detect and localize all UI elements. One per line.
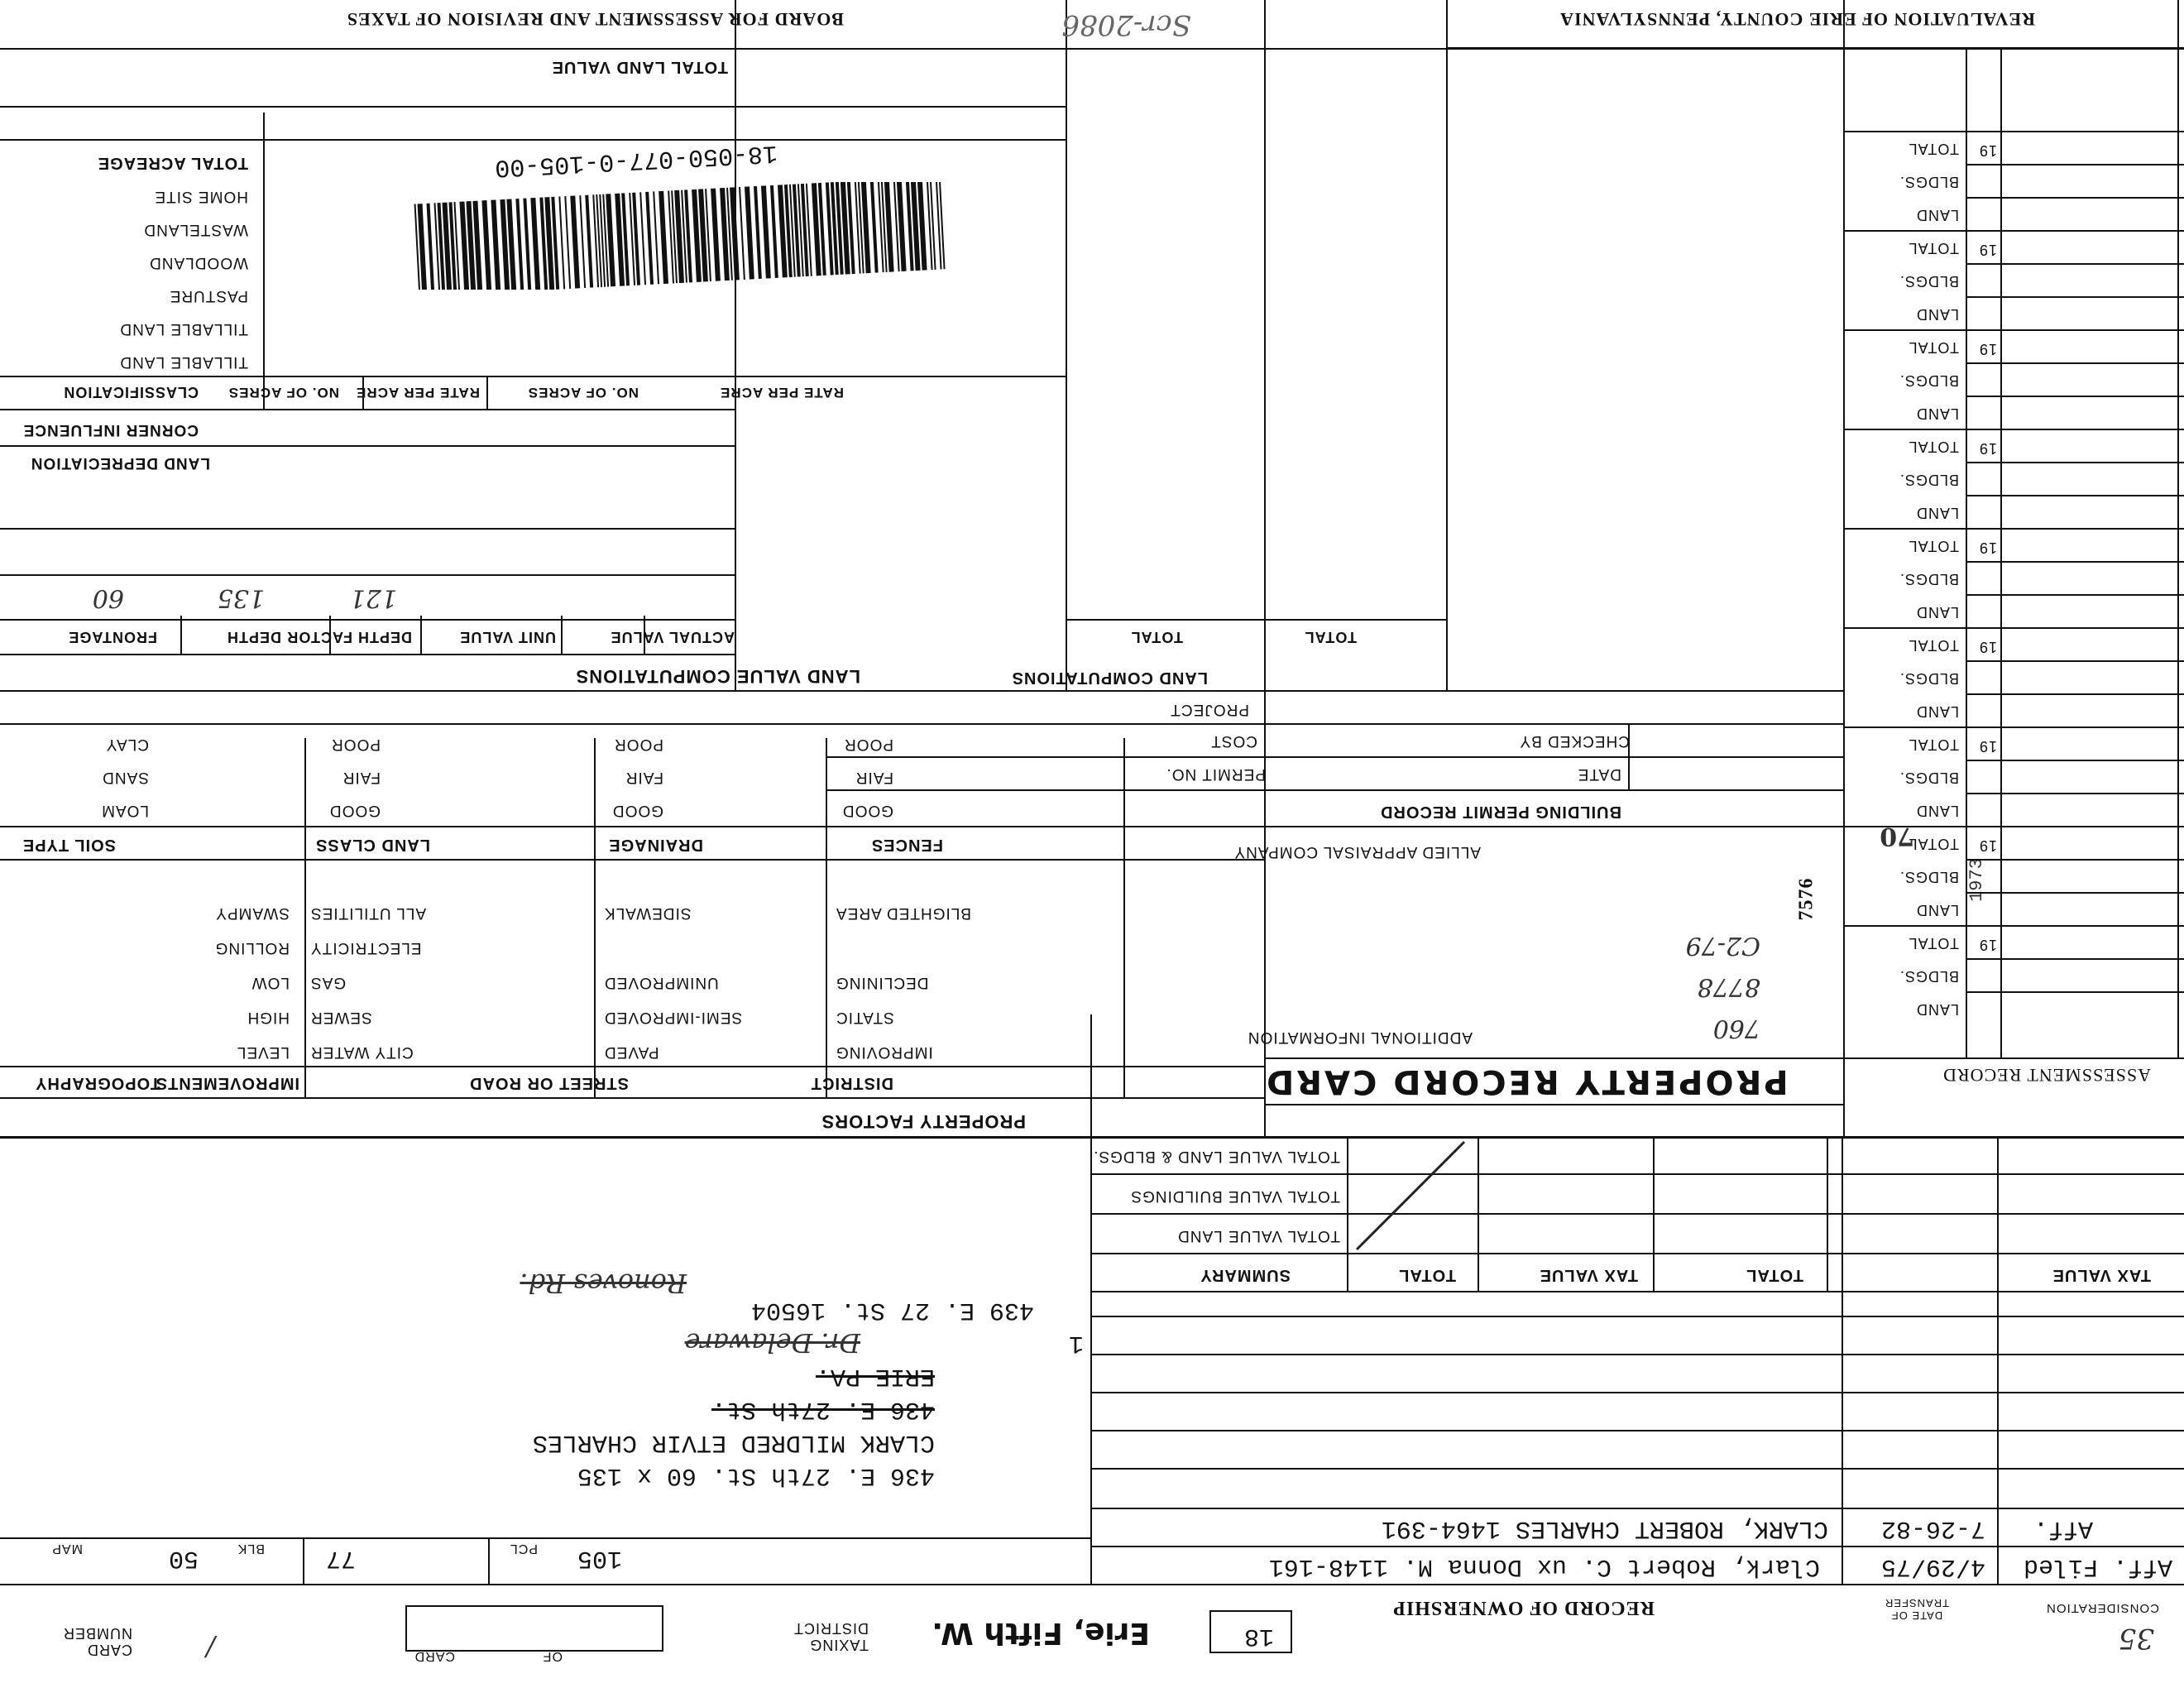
- divider: [827, 756, 1845, 758]
- acreage-header-acres: NO. OF ACRES: [228, 385, 339, 400]
- address-line: 436 E. 27th St. 60 x 135: [577, 1461, 935, 1489]
- building-permit-title: BUILDING PERMIT RECORD: [1380, 803, 1621, 821]
- record-card-title: PROPERTY RECORD CARD: [1264, 1062, 1789, 1101]
- divider: [420, 616, 422, 655]
- classification-item: TILLABLE LAND: [119, 320, 248, 338]
- divider: [594, 738, 596, 861]
- address-line: 436 E. 27th St.: [711, 1395, 935, 1423]
- ownership-col-transfer: DATE OF TRANSFER: [1884, 1597, 1950, 1622]
- divider: [594, 827, 596, 1099]
- blk-label: BLK: [237, 1542, 265, 1556]
- barcode-bar: [515, 199, 524, 290]
- address-line: 439 E. 27 St. 16504: [750, 1296, 1034, 1324]
- parcel-barcode: [389, 182, 968, 290]
- divider: [1446, 0, 1448, 692]
- assessment-label: TOTAL: [1908, 637, 1959, 654]
- soil-item: LOAM: [101, 802, 149, 819]
- district-item: IMPROVING: [836, 1043, 933, 1061]
- divider: [486, 377, 488, 410]
- assessment-label: TOTAL: [1908, 141, 1959, 157]
- divider: [1066, 0, 1067, 692]
- assessment-block-line: [1845, 627, 2002, 629]
- assessment-block-line: [1845, 230, 2002, 232]
- divider: [0, 574, 736, 576]
- barcode-bar: [564, 196, 571, 289]
- corner-mark: 35: [2118, 1622, 2154, 1655]
- assessment-year-prefix: 19: [1978, 242, 1997, 258]
- assessment-row-line: [1967, 164, 2184, 165]
- acreage-header-rate-2: RATE PER ACRE: [720, 385, 844, 400]
- assessment-block-line: [1845, 329, 2002, 331]
- assessment-label: LAND: [1915, 405, 1959, 422]
- district-list: [836, 904, 1026, 1061]
- summary-row: TOTAL VALUE BUILDINGS: [1130, 1187, 1340, 1205]
- divider: [0, 376, 1067, 377]
- summary-row: TOTAL VALUE LAND & BLDGS.: [1093, 1148, 1340, 1165]
- lv-col-depth: DEPTH: [226, 629, 281, 645]
- divider: [1090, 1014, 1092, 1585]
- drainage-grades: [597, 720, 663, 819]
- topo-item: LOW: [251, 974, 290, 991]
- summary-title: SUMMARY: [1200, 1266, 1291, 1284]
- barcode-bar: [579, 195, 586, 288]
- assessment-label: TOTAL: [1908, 538, 1959, 554]
- divider: [1092, 1468, 2184, 1470]
- divider: [1067, 619, 1448, 621]
- assessment-year-prefix: 19: [1978, 539, 1997, 556]
- lv-col-depth-factor: DEPTH FACTOR: [286, 629, 412, 645]
- assessment-row-line: [1967, 660, 2184, 662]
- street-item: SIDEWALK: [604, 904, 692, 922]
- assessment-block-line: [1845, 727, 2002, 728]
- assessment-row-line: [1967, 760, 2184, 761]
- pf-drainage-header: DRAINAGE: [608, 836, 703, 854]
- classification-list: [8, 139, 248, 371]
- permit-date-label: DATE: [1577, 765, 1621, 783]
- divider: [1266, 1057, 1845, 1059]
- street-item: PAVED: [604, 1043, 659, 1061]
- assessment-row-line: [1967, 892, 2184, 894]
- ownership-consideration-1: Aff. Filed: [2023, 1552, 2172, 1580]
- assessment-label: LAND: [1915, 1001, 1959, 1018]
- divider: [561, 616, 563, 655]
- divider: [1966, 50, 1967, 1059]
- divider: [0, 528, 736, 530]
- barcode-bar: [523, 199, 531, 290]
- pf-header-district: DISTRICT: [810, 1074, 893, 1092]
- divider: [0, 619, 736, 621]
- lv-col-frontage: FRONTAGE: [68, 629, 157, 645]
- assessment-block-line: [1845, 925, 2002, 927]
- barcode-bar: [870, 182, 879, 273]
- grade-item: POOR: [614, 736, 663, 753]
- assessment-row-line: [1967, 793, 2184, 794]
- barcode-bar: [530, 198, 540, 290]
- improvement-item: GAS: [310, 974, 347, 991]
- permit-checked-label: CHECKED BY: [1519, 732, 1630, 750]
- divider: [1092, 1508, 2184, 1509]
- fences-grades: [827, 720, 893, 819]
- divider: [1092, 1316, 2184, 1317]
- barcode-bar: [491, 199, 500, 290]
- divider: [0, 654, 736, 655]
- topo-item: HIGH: [247, 1009, 290, 1026]
- assessment-year-prefix: 19: [1978, 341, 1997, 357]
- divider: [1478, 1139, 1479, 1292]
- topo-item: LEVEL: [236, 1043, 290, 1061]
- district-code: 18: [1243, 1622, 1274, 1650]
- district-item: DECLINING: [836, 974, 929, 991]
- classification-item: HOME SITE: [154, 188, 248, 205]
- pf-header-street: STREET OR ROAD: [469, 1074, 629, 1092]
- lv-col-total-2: TOTAL: [1304, 629, 1357, 645]
- divider: [1827, 1139, 1828, 1292]
- divider: [0, 139, 1067, 141]
- divider: [0, 1584, 1092, 1585]
- address-hand-note: Ronoves Rd.: [520, 1268, 687, 1299]
- soil-types: [17, 720, 149, 819]
- assessment-label: LAND: [1915, 604, 1959, 621]
- taxing-district-value: Erie, Fifth W.: [932, 1616, 1150, 1650]
- lv-hand-frontage: 60: [92, 583, 124, 612]
- assessment-label: BLDGS.: [1899, 670, 1959, 687]
- assessment-year-prefix: 19: [1978, 639, 1997, 655]
- district-item: BLIGHTED AREA: [836, 904, 971, 922]
- map-value: 50: [168, 1544, 199, 1572]
- assessment-row-line: [1967, 859, 2184, 861]
- divider: [304, 738, 306, 861]
- lv-col-total: TOTAL: [1130, 629, 1183, 645]
- classification-item: WOODLAND: [149, 254, 248, 271]
- improvement-item: ALL UTILITIES: [310, 904, 427, 922]
- summary-slash-mark: [1348, 1139, 1473, 1258]
- lv-hand-depth: 135: [217, 583, 265, 612]
- card-of-of: OF: [542, 1649, 563, 1663]
- divider: [1997, 1139, 1999, 1585]
- property-factors-title: PROPERTY FACTORS: [821, 1111, 1026, 1132]
- taxing-district-label: TAXING DISTRICT: [793, 1620, 869, 1653]
- grade-item: FAIR: [342, 769, 381, 786]
- barcode-bar: [745, 186, 754, 279]
- pf-soil-header: SOIL TYPE: [22, 836, 116, 854]
- pcl-value: 105: [577, 1544, 622, 1572]
- divider: [303, 1539, 304, 1585]
- permit-no-label: PERMIT NO.: [1166, 765, 1266, 783]
- divider: [304, 827, 306, 1099]
- grade-item: POOR: [331, 736, 381, 753]
- grade-item: GOOD: [841, 802, 893, 819]
- divider: [826, 827, 827, 1099]
- land-class-grades: [314, 720, 381, 819]
- map-label: MAP: [51, 1542, 83, 1556]
- street-list: [604, 904, 811, 1061]
- card-of-box: [405, 1605, 663, 1652]
- divider: [0, 690, 1845, 692]
- acreage-header-rate: RATE PER ACRE: [356, 385, 480, 400]
- top-handwriting: Scr-2086: [1061, 8, 1191, 41]
- barcode-bar: [427, 204, 435, 290]
- assessment-label: LAND: [1915, 505, 1959, 521]
- barcode-bar: [481, 200, 491, 290]
- assessment-year-prefix: 19: [1978, 440, 1997, 457]
- assessment-label: BLDGS.: [1899, 770, 1959, 786]
- street-item: UNIMPROVED: [604, 974, 719, 991]
- divider: [1092, 1584, 2184, 1585]
- barcode-bar: [639, 192, 646, 285]
- record-stamp: 7576: [1795, 877, 1818, 921]
- assessment-label: BLDGS.: [1899, 472, 1959, 488]
- assessment-block-line: [1845, 429, 2002, 430]
- assessment-label: TOTAL: [1908, 736, 1959, 753]
- ownership-title: RECORD OF OWNERSHIP: [1392, 1597, 1655, 1618]
- grade-item: POOR: [844, 736, 893, 753]
- pf-landclass-header: LAND CLASS: [315, 836, 430, 854]
- assessment-row-line: [1967, 958, 2184, 960]
- assessment-label: LAND: [1915, 306, 1959, 323]
- improvement-item: CITY WATER: [310, 1043, 414, 1061]
- corner-influence-label: CORNER INFLUENCE: [22, 421, 199, 439]
- board-title: BOARD FOR ASSESSMENT AND REVISION OF TAXES: [346, 9, 844, 30]
- improvement-item: ELECTRICITY: [310, 939, 422, 957]
- permit-project-label: PROJECT: [1170, 701, 1249, 718]
- company-label: ALLIED APPRAISAL COMPANY: [1233, 843, 1481, 861]
- ownership-owner-1: Clark, Robert C. ux Donna M. 1148-161: [1268, 1552, 1820, 1580]
- divider: [362, 377, 364, 410]
- record-hand-note: 8778: [1697, 972, 1760, 1001]
- assessment-label: TOTAL: [1908, 836, 1959, 852]
- divider: [0, 445, 736, 447]
- barcode-bar: [761, 185, 771, 278]
- assessment-row-line: [1967, 263, 2184, 265]
- assessment-label: TOTAL: [1908, 339, 1959, 356]
- summary-row: TOTAL VALUE LAND: [1177, 1227, 1340, 1244]
- record-hand-note: C2-79: [1685, 931, 1760, 960]
- divider: [1092, 1213, 2184, 1215]
- divider: [1266, 1104, 1845, 1105]
- additional-info-label: ADDITIONAL INFORMATION: [1247, 1029, 1473, 1046]
- divider: [1092, 1291, 2184, 1292]
- assessment-label: BLDGS.: [1899, 372, 1959, 389]
- summary-col-total: TOTAL: [1746, 1266, 1803, 1284]
- address-hand-note: Dr. Delaware: [684, 1327, 860, 1359]
- divider: [0, 859, 1266, 861]
- assessment-row-line: [1967, 561, 2184, 563]
- assessment-row-line: [1967, 362, 2184, 364]
- address-line: ERIE PA.: [815, 1362, 935, 1390]
- district-item: STATIC: [836, 1009, 894, 1026]
- assessment-row-line: [1967, 495, 2184, 496]
- street-item: SEMI-IMPROVED: [604, 1009, 743, 1026]
- ownership-consideration-2: Aff.: [2033, 1514, 2093, 1542]
- divider: [1845, 1057, 2184, 1059]
- divider: [1653, 1139, 1655, 1292]
- divider: [1842, 1139, 1843, 1585]
- divider: [488, 1539, 490, 1585]
- assessment-label: BLDGS.: [1899, 968, 1959, 985]
- card-number-label: CARD NUMBER: [62, 1625, 132, 1658]
- acreage-header-acres-2: NO. OF ACRES: [527, 385, 639, 400]
- assessment-label: BLDGS.: [1899, 571, 1959, 587]
- barcode-bar: [770, 185, 778, 278]
- divider: [2177, 0, 2179, 1059]
- soil-item: CLAY: [105, 736, 149, 753]
- soil-item: SAND: [102, 769, 149, 786]
- barcode-bar: [659, 191, 668, 284]
- address-line: CLARK MILDRED ETVIR CHARLES: [532, 1428, 935, 1456]
- divider: [1092, 1546, 2184, 1547]
- assessment-row-line: [1967, 396, 2184, 397]
- barcode-bar: [653, 191, 659, 284]
- blk-value: 77: [325, 1544, 356, 1572]
- assessment-label: BLDGS.: [1899, 273, 1959, 290]
- divider: [1092, 1253, 2184, 1254]
- pf-fences-header: FENCES: [870, 836, 943, 854]
- divider: [0, 106, 1067, 108]
- assessment-row-line: [1967, 197, 2184, 199]
- divider: [0, 409, 736, 410]
- ownership-date-2: 7-26-82: [1880, 1514, 1985, 1542]
- pcl-label: PCL: [509, 1542, 538, 1556]
- divider: [1266, 826, 1845, 827]
- pf-header-improvements: IMPROVEMENTS: [155, 1074, 299, 1092]
- divider: [1845, 1137, 2184, 1139]
- assessment-title: ASSESSMENT RECORD: [1942, 1065, 2151, 1086]
- assessment-year-prefix: 19: [1978, 738, 1997, 755]
- divider: [1628, 725, 1630, 791]
- assessment-row-line: [1967, 991, 2184, 993]
- assessment-label: TOTAL: [1908, 439, 1959, 455]
- assessment-year-prefix: 19: [1978, 837, 1997, 854]
- total-land-value-label: TOTAL LAND VALUE: [551, 58, 728, 76]
- divider: [0, 826, 1266, 827]
- improvement-item: SEWER: [310, 1009, 372, 1026]
- address-line: 1: [1068, 1329, 1084, 1357]
- divider: [2000, 50, 2002, 1059]
- divider: [263, 113, 265, 410]
- divider: [180, 616, 182, 655]
- card-of-label: CARD: [414, 1649, 455, 1663]
- assessment-block-line: [1845, 131, 2002, 132]
- acreage-header-classification: CLASSIFICATION: [63, 384, 199, 400]
- assessment-label: TOTAL: [1908, 240, 1959, 257]
- ownership-col-consideration: CONSIDERATION: [2046, 1601, 2159, 1615]
- barcode-bar: [570, 195, 580, 288]
- classification-item: WASTELAND: [143, 221, 248, 238]
- topo-item: SWAMPY: [215, 904, 290, 922]
- barcode-bar: [711, 189, 721, 281]
- divider: [1092, 1173, 2184, 1175]
- divider: [1092, 1354, 2184, 1355]
- divider: [0, 723, 1845, 725]
- assessment-label: LAND: [1915, 902, 1959, 918]
- divider: [1264, 0, 1266, 692]
- lv-col-actual-value: ACTUAL VALUE: [610, 629, 735, 645]
- assessment-bldgs: 70: [1880, 822, 1914, 851]
- land-computations-label: LAND COMPUTATIONS: [1011, 669, 1208, 687]
- summary-col-total: TOTAL: [1398, 1266, 1456, 1284]
- divider: [827, 789, 1845, 791]
- summary-col-tax-value: TAX VALUE: [2052, 1266, 2151, 1284]
- divider: [1123, 827, 1125, 1099]
- improvements-list: [310, 887, 583, 1061]
- land-value-title: LAND VALUE COMPUTATIONS: [575, 666, 860, 687]
- classification-item: TOTAL ACREAGE: [97, 154, 248, 172]
- land-depreciation-label: LAND DEPRECIATION: [30, 454, 210, 472]
- permit-cost-label: COST: [1210, 732, 1257, 750]
- ownership-owner-2: CLARK, ROBERT CHARLES 1464-391: [1381, 1514, 1828, 1542]
- divider: [1448, 47, 2184, 50]
- owner-address-block: [25, 1296, 1084, 1489]
- divider: [0, 1537, 1092, 1539]
- assessment-row-line: [1967, 462, 2184, 463]
- assessment-block-line: [1845, 528, 2002, 530]
- topography-list: [17, 887, 290, 1061]
- barcode-bar: [754, 186, 762, 279]
- assessment-label: TOTAL: [1908, 935, 1959, 952]
- lv-col-unit-value: UNIT VALUE: [459, 629, 556, 645]
- topo-item: ROLLING: [214, 939, 290, 957]
- classification-item: PASTURE: [169, 287, 248, 305]
- ownership-date-1: 4/29/75: [1880, 1552, 1985, 1580]
- assessment-label: BLDGS.: [1899, 174, 1959, 190]
- divider: [735, 0, 736, 692]
- assessment-year-prefix: 19: [1978, 937, 1997, 953]
- barcode-bar: [739, 187, 745, 280]
- record-hand-note: 760: [1712, 1014, 1760, 1043]
- divider: [1092, 1392, 2184, 1393]
- assessment-row-line: [1967, 594, 2184, 596]
- divider: [1843, 0, 1845, 1139]
- grade-item: GOOD: [328, 802, 381, 819]
- grade-item: FAIR: [855, 769, 893, 786]
- classification-item: TILLABLE LAND: [119, 353, 248, 371]
- divider: [0, 48, 1448, 50]
- card-number-value: /: [206, 1632, 215, 1663]
- lv-hand-depth-factor: 121: [349, 583, 397, 612]
- barcode-text: 18-050-077-0-105-00: [494, 138, 778, 181]
- assessment-label: LAND: [1915, 803, 1959, 819]
- barcode-bar: [558, 196, 565, 289]
- divider: [0, 1097, 1266, 1099]
- pf-header-topography: TOPOGRAPHY: [35, 1074, 160, 1092]
- assessment-row-line: [1967, 693, 2184, 695]
- barcode-bar: [645, 192, 654, 285]
- barcode-bar: [585, 195, 593, 288]
- grade-item: FAIR: [625, 769, 663, 786]
- assessment-year: 1973: [1966, 858, 1988, 902]
- grade-item: GOOD: [611, 802, 663, 819]
- assessment-label: LAND: [1915, 207, 1959, 223]
- assessment-label: BLDGS.: [1899, 869, 1959, 885]
- assessment-row-line: [1967, 296, 2184, 298]
- summary-col-tax-value: TAX VALUE: [1539, 1266, 1638, 1284]
- assessment-year-prefix: 19: [1978, 142, 1997, 159]
- divider: [0, 1066, 1266, 1067]
- assessment-label: LAND: [1915, 703, 1959, 720]
- assessment-block-line: [1845, 826, 2002, 827]
- revaluation-title: REVALUATION OF ERIE COUNTY, PENNSYLVANIA: [1559, 9, 2035, 30]
- divider: [1092, 1430, 2184, 1431]
